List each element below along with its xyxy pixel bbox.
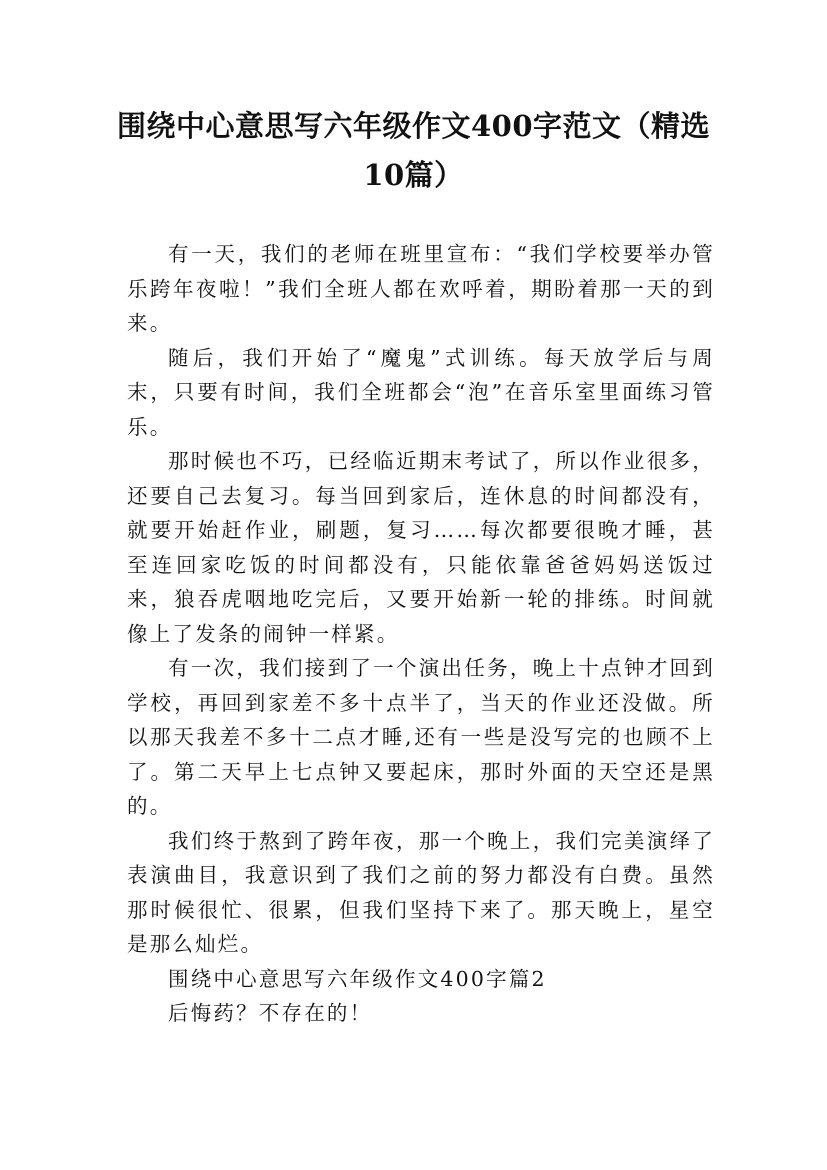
paragraph-essay-2-opening: 后悔药？不存在的！ xyxy=(168,1001,373,1025)
paragraph-busy-schedule: 那时候也不巧，已经临近期末考试了，所以作业很多，还要自己去复习。每当回到家后，连休息的时间都没有，就要开始赶作业，刷题，复习……每次都要很晚才睡，甚至连回家吃饭的时间都没有，只能依靠爸爸妈妈送饭过来，狼吞虎咽地吃完后，又要开始新一轮的排练。时间就像上了发条的闹钟一样紧。 xyxy=(127,449,715,646)
document-title: 围绕中心意思写六年级作文400字范文（精选10篇） xyxy=(116,109,711,192)
paragraph-training: 随后，我们开始了“魔鬼”式训练。每天放学后与周末，只要有时间，我们全班都会“泡”在音乐室里面练习管乐。 xyxy=(127,345,715,439)
document-body xyxy=(127,237,715,1031)
paragraph-performance-task: 有一次，我们接到了一个演出任务，晚上十点钟才回到学校，再回到家差不多十点半了，当天的作业还没做。所以那天我差不多十二点才睡,还有一些是没写完的也顾不上了。第二天早上七点钟又要起床，那时外面的天空还是黑的。 xyxy=(127,656,715,818)
section-heading-essay-2: 围绕中心意思写六年级作文400字篇2 xyxy=(168,966,547,991)
paragraph-announcement: 有一天，我们的老师在班里宣布：“我们学校要举办管乐跨年夜啦！”我们全班人都在欢呼着，期盼着那一天的到来。 xyxy=(127,242,715,335)
paragraph-new-year-eve: 我们终于熬到了跨年夜，那一个晚上，我们完美演绎了表演曲目，我意识到了我们之前的努力都没有白费。虽然那时候很忙、很累，但我们坚持下来了。那天晚上，星空是那么灿烂。 xyxy=(127,828,715,956)
